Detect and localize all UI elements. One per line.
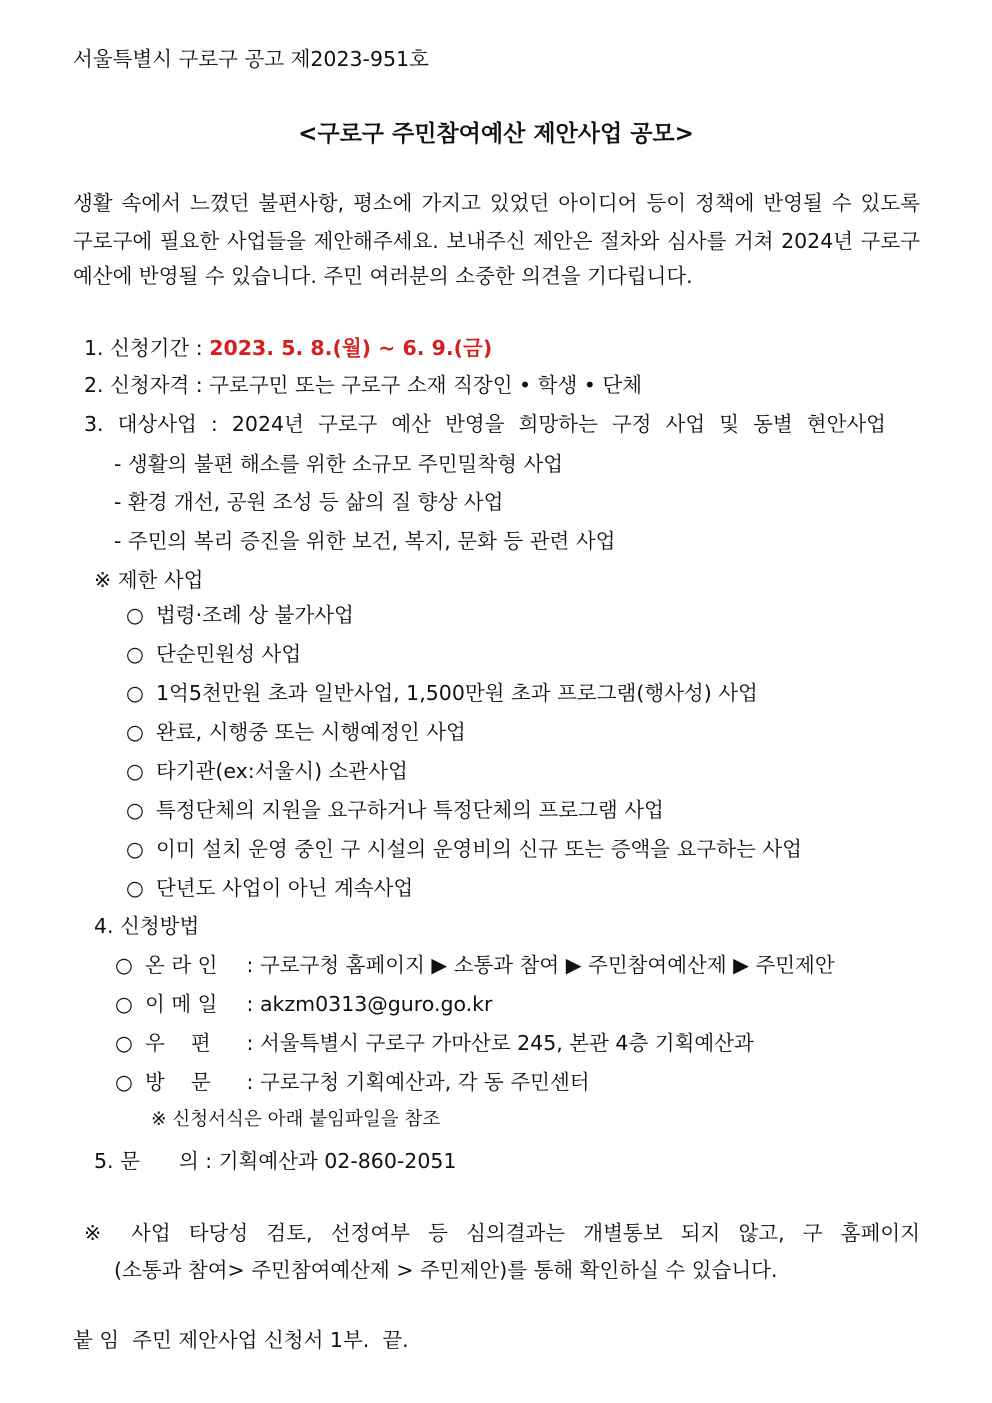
- circle-marker-icon: ○: [126, 876, 144, 900]
- form-note: ※ 신청서식은 아래 붙임파일을 참조: [151, 1109, 441, 1130]
- item-application-period: [84, 331, 492, 361]
- notice-number: 서울특별시 구로구 공고 제2023-951호: [73, 47, 429, 71]
- inquiry-value: 기획예산과 02-860-2051: [218, 1149, 457, 1173]
- circle-marker-icon: ○: [126, 642, 144, 666]
- method-name: 방 문: [145, 1070, 211, 1094]
- restriction-text: 단년도 사업이 아닌 계속사업: [156, 876, 414, 900]
- intro-line-2: 구로구에 필요한 사업들을 제안해주세요. 보내주신 제안은 절차와 심사를 거쳐 2024년 구로구: [73, 229, 920, 253]
- footnote-line-2: (소통과 참여> 주민참여예산제 > 주민제안)를 통해 확인하실 수 있습니다.: [114, 1258, 778, 1282]
- restrictions-heading: ※ 제한 사업: [94, 568, 204, 592]
- method-name: 온 라 인: [145, 953, 218, 977]
- method-name: 우 편: [145, 1031, 211, 1055]
- restriction-item: [126, 598, 354, 628]
- restriction-text: 완료, 시행중 또는 시행예정인 사업: [156, 720, 466, 744]
- restriction-text: 특정단체의 지원을 요구하거나 특정단체의 프로그램 사업: [156, 798, 664, 822]
- target-bullet-2: - 환경 개선, 공원 조성 등 삶의 질 향상 사업: [114, 490, 504, 514]
- method-mail: ○ 우 편 : 서울특별시 구로구 가마산로 245, 본관 4층 기획예산과: [115, 1026, 754, 1056]
- method-email: ○ 이 메 일 : akzm0313@guro.go.kr: [115, 987, 492, 1017]
- circle-marker-icon: ○: [115, 1031, 133, 1055]
- restriction-item: [126, 676, 758, 706]
- circle-marker-icon: ○: [115, 1070, 133, 1094]
- restriction-item: [126, 832, 802, 862]
- target-bullet-3: - 주민의 복리 증진을 위한 보건, 복지, 문화 등 관련 사업: [114, 529, 616, 553]
- item-eligibility: 2. 신청자격 : 구로구민 또는 구로구 소재 직장인 • 학생 • 단체: [84, 373, 642, 397]
- attachment-note: 붙 임 주민 제안사업 신청서 1부. 끝.: [73, 1328, 409, 1352]
- restriction-text: 이미 설치 운영 중인 구 시설의 운영비의 신규 또는 증액을 요구하는 사업: [156, 837, 802, 861]
- application-period-value: 2023. 5. 8.(월) ~ 6. 9.(금): [209, 336, 493, 360]
- method-value: 구로구청 기획예산과, 각 동 주민센터: [259, 1070, 590, 1094]
- circle-marker-icon: ○: [126, 720, 144, 744]
- restriction-text: 단순민원성 사업: [156, 642, 302, 666]
- restriction-item: [126, 871, 413, 901]
- intro-line-3: 예산에 반영될 수 있습니다. 주민 여러분의 소중한 의견을 기다립니다.: [73, 264, 693, 288]
- circle-marker-icon: ○: [115, 953, 133, 977]
- method-value: 서울특별시 구로구 가마산로 245, 본관 4층 기획예산과: [259, 1031, 754, 1055]
- circle-marker-icon: ○: [115, 992, 133, 1016]
- restriction-text: 타기관(ex:서울시) 소관사업: [156, 759, 408, 783]
- circle-marker-icon: ○: [126, 798, 144, 822]
- intro-line-1: 생활 속에서 느꼈던 불편사항, 평소에 가지고 있었던 아이디어 등이 정책에 반영될 수 있도록: [73, 191, 920, 215]
- email-address: akzm0313@guro.go.kr: [259, 992, 493, 1016]
- inquiry-label: 5. 문 의 :: [94, 1149, 219, 1173]
- item-inquiry: [94, 1144, 456, 1174]
- circle-marker-icon: ○: [126, 681, 144, 705]
- restriction-item: [126, 637, 301, 667]
- method-name: 이 메 일: [145, 992, 218, 1016]
- circle-marker-icon: ○: [126, 759, 144, 783]
- footnote-line-1: ※ 사업 타당성 검토, 선정여부 등 심의결과는 개별통보 되지 않고, 구 홈페이지: [84, 1221, 920, 1245]
- method-online: ○ 온 라 인 : 구로구청 홈페이지 ▶ 소통과 참여 ▶ 주민참여예산제 ▶ 주민제안: [115, 948, 835, 978]
- application-period-label: 1. 신청기간 :: [84, 336, 210, 360]
- target-bullet-1: - 생활의 불편 해소를 위한 소규모 주민밀착형 사업: [114, 452, 564, 476]
- page-title: <구로구 주민참여예산 제안사업 공모>: [298, 121, 694, 147]
- circle-marker-icon: ○: [126, 603, 144, 627]
- circle-marker-icon: ○: [126, 837, 144, 861]
- restriction-item: [126, 754, 408, 784]
- restriction-item: [126, 715, 466, 745]
- method-value: 구로구청 홈페이지 ▶ 소통과 참여 ▶ 주민참여예산제 ▶ 주민제안: [259, 953, 835, 977]
- restriction-text: 법령·조례 상 불가사업: [156, 603, 354, 627]
- item-application-method: 4. 신청방법: [94, 914, 200, 938]
- item-target-projects: 3. 대상사업 : 2024년 구로구 예산 반영을 희망하는 구정 사업 및 동별 현안사업: [84, 412, 886, 436]
- method-visit: ○ 방 문 : 구로구청 기획예산과, 각 동 주민센터: [115, 1065, 590, 1095]
- restriction-item: [126, 793, 664, 823]
- restriction-text: 1억5천만원 초과 일반사업, 1,500만원 초과 프로그램(행사성) 사업: [156, 681, 758, 705]
